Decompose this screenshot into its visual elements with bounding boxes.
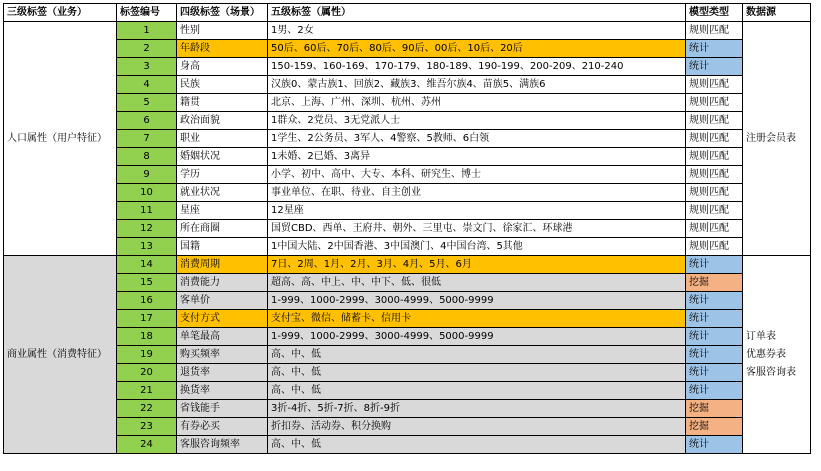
scene-tag-cell: 婚姻状况 [177,148,268,166]
model-type-cell: 规则匹配 [686,76,743,94]
tag-id-cell: 1 [117,22,177,40]
header-source: 数据源 [743,4,811,22]
header-id: 标签编号 [117,4,177,22]
scene-tag-cell: 性别 [177,22,268,40]
table-row [4,166,811,184]
scene-tag-cell: 省钱能手 [177,400,268,418]
model-type-cell: 规则匹配 [686,130,743,148]
attribute-tag-cell: 高、中、低 [268,436,686,454]
attribute-tag-cell: 1男、2女 [268,22,686,40]
scene-tag-cell: 购买频率 [177,346,268,364]
data-source-cell [743,22,811,256]
scene-tag-cell: 年龄段 [177,40,268,58]
scene-tag-cell: 国籍 [177,238,268,256]
attribute-tag-cell: 事业单位、在职、待业、自主创业 [268,184,686,202]
header-type: 模型类型 [686,4,743,22]
table-row [4,202,811,220]
model-type-cell: 挖掘 [686,400,743,418]
tag-id-cell: 11 [117,202,177,220]
table-row [4,418,811,436]
table-row [4,94,811,112]
scene-tag-cell: 客服咨询频率 [177,436,268,454]
attribute-tag-cell: 北京、上海、广州、深圳、杭州、苏州 [268,94,686,112]
table-row [4,346,811,364]
tag-id-cell: 21 [117,382,177,400]
scene-tag-cell: 所在商圈 [177,220,268,238]
table-row [4,76,811,94]
attribute-tag-cell: 7日、2周、1月、2月、3月、4月、5月、6月 [268,256,686,274]
table-row [4,364,811,382]
table-row [4,256,811,274]
attribute-tag-cell: 支付宝、微信、储蓄卡、信用卡 [268,310,686,328]
tag-id-cell: 13 [117,238,177,256]
data-source-name: 优惠券表 [746,348,786,360]
attribute-tag-cell: 12星座 [268,202,686,220]
model-type-cell: 统计 [686,382,743,400]
attribute-tag-cell: 国贸CBD、西单、王府井、朝外、三里屯、崇文门、徐家汇、环球港 [268,220,686,238]
data-source-cell [743,256,811,454]
tag-id-cell: 16 [117,292,177,310]
table-row [4,22,811,40]
model-type-cell: 统计 [686,40,743,58]
group-population [4,22,811,256]
tag-id-cell: 20 [117,364,177,382]
tag-id-cell: 5 [117,94,177,112]
model-type-cell: 规则匹配 [686,202,743,220]
data-source-name: 注册会员表 [746,132,796,144]
table-row [4,40,811,58]
tag-id-cell: 15 [117,274,177,292]
model-type-cell: 规则匹配 [686,166,743,184]
attribute-tag-cell: 高、中、低 [268,364,686,382]
scene-tag-cell: 有券必买 [177,418,268,436]
table-row [4,382,811,400]
table-row [4,436,811,454]
table-row [4,220,811,238]
tag-id-cell: 8 [117,148,177,166]
scene-tag-cell: 支付方式 [177,310,268,328]
attribute-tag-cell: 1-999、1000-2999、3000-4999、5000-9999 [268,328,686,346]
model-type-cell: 统计 [686,292,743,310]
table-row [4,328,811,346]
scene-tag-cell: 身高 [177,58,268,76]
attribute-tag-cell: 1群众、2党员、3无党派人士 [268,112,686,130]
model-type-cell: 规则匹配 [686,238,743,256]
scene-tag-cell: 退货率 [177,364,268,382]
group-commerce [4,256,811,454]
attribute-tag-cell: 超高、高、中上、中、中下、低、很低 [268,274,686,292]
table-row [4,274,811,292]
scene-tag-cell: 客单价 [177,292,268,310]
scene-tag-cell: 籍贯 [177,94,268,112]
model-type-cell: 统计 [686,310,743,328]
model-type-cell: 统计 [686,256,743,274]
model-type-cell: 统计 [686,436,743,454]
header-l3: 三级标签（业务） [4,4,117,22]
tag-id-cell: 10 [117,184,177,202]
attribute-tag-cell: 1-999、1000-2999、3000-4999、5000-9999 [268,292,686,310]
attribute-tag-cell: 1中国大陆、2中国香港、3中国澳门、4中国台湾、5其他 [268,238,686,256]
attribute-tag-cell: 1未婚、2已婚、3离异 [268,148,686,166]
tag-id-cell: 3 [117,58,177,76]
table-row [4,184,811,202]
tag-table [3,3,811,454]
attribute-tag-cell: 汉族0、蒙古族1、回族2、藏族3、维吾尔族4、苗族5、满族6 [268,76,686,94]
data-source-name: 订单表 [746,330,776,342]
scene-tag-cell: 消费能力 [177,274,268,292]
group-label: 商业属性（消费特征） [4,256,117,454]
tag-id-cell: 4 [117,76,177,94]
tag-id-cell: 7 [117,130,177,148]
model-type-cell: 规则匹配 [686,94,743,112]
model-type-cell: 规则匹配 [686,184,743,202]
tag-id-cell: 22 [117,400,177,418]
tag-id-cell: 17 [117,310,177,328]
header-l5: 五级标签（属性） [268,4,686,22]
table-row [4,310,811,328]
scene-tag-cell: 星座 [177,202,268,220]
model-type-cell: 挖掘 [686,274,743,292]
scene-tag-cell: 政治面貌 [177,112,268,130]
attribute-tag-cell: 小学、初中、高中、大专、本科、研究生、博士 [268,166,686,184]
attribute-tag-cell: 高、中、低 [268,382,686,400]
tag-id-cell: 12 [117,220,177,238]
model-type-cell: 统计 [686,328,743,346]
scene-tag-cell: 换货率 [177,382,268,400]
scene-tag-cell: 单笔最高 [177,328,268,346]
attribute-tag-cell: 50后、60后、70后、80后、90后、00后、10后、20后 [268,40,686,58]
scene-tag-cell: 消费周期 [177,256,268,274]
table-row [4,400,811,418]
model-type-cell: 统计 [686,346,743,364]
tag-id-cell: 18 [117,328,177,346]
tag-id-cell: 19 [117,346,177,364]
model-type-cell: 挖掘 [686,418,743,436]
model-type-cell: 规则匹配 [686,220,743,238]
table-row [4,148,811,166]
scene-tag-cell: 职业 [177,130,268,148]
model-type-cell: 规则匹配 [686,112,743,130]
table-row [4,292,811,310]
tag-id-cell: 9 [117,166,177,184]
model-type-cell: 统计 [686,58,743,76]
header-l4: 四级标签（场景） [177,4,268,22]
table-row [4,112,811,130]
scene-tag-cell: 就业状况 [177,184,268,202]
table-row [4,130,811,148]
tag-id-cell: 14 [117,256,177,274]
group-label: 人口属性（用户特征） [4,22,117,256]
data-source-name: 客服咨询表 [746,366,796,378]
attribute-tag-cell: 1学生、2公务员、3军人、4警察、5教师、6白领 [268,130,686,148]
table-row [4,58,811,76]
model-type-cell: 统计 [686,364,743,382]
attribute-tag-cell: 高、中、低 [268,346,686,364]
attribute-tag-cell: 3折-4折、5折-7折、8折-9折 [268,400,686,418]
table-row [4,238,811,256]
tag-id-cell: 24 [117,436,177,454]
tag-id-cell: 23 [117,418,177,436]
scene-tag-cell: 学历 [177,166,268,184]
attribute-tag-cell: 150-159、160-169、170-179、180-189、190-199、200-209、210-240 [268,58,686,76]
model-type-cell: 规则匹配 [686,148,743,166]
attribute-tag-cell: 折扣券、活动券、积分换购 [268,418,686,436]
tag-id-cell: 6 [117,112,177,130]
tag-id-cell: 2 [117,40,177,58]
model-type-cell: 规则匹配 [686,22,743,40]
scene-tag-cell: 民族 [177,76,268,94]
header-row [4,4,811,22]
